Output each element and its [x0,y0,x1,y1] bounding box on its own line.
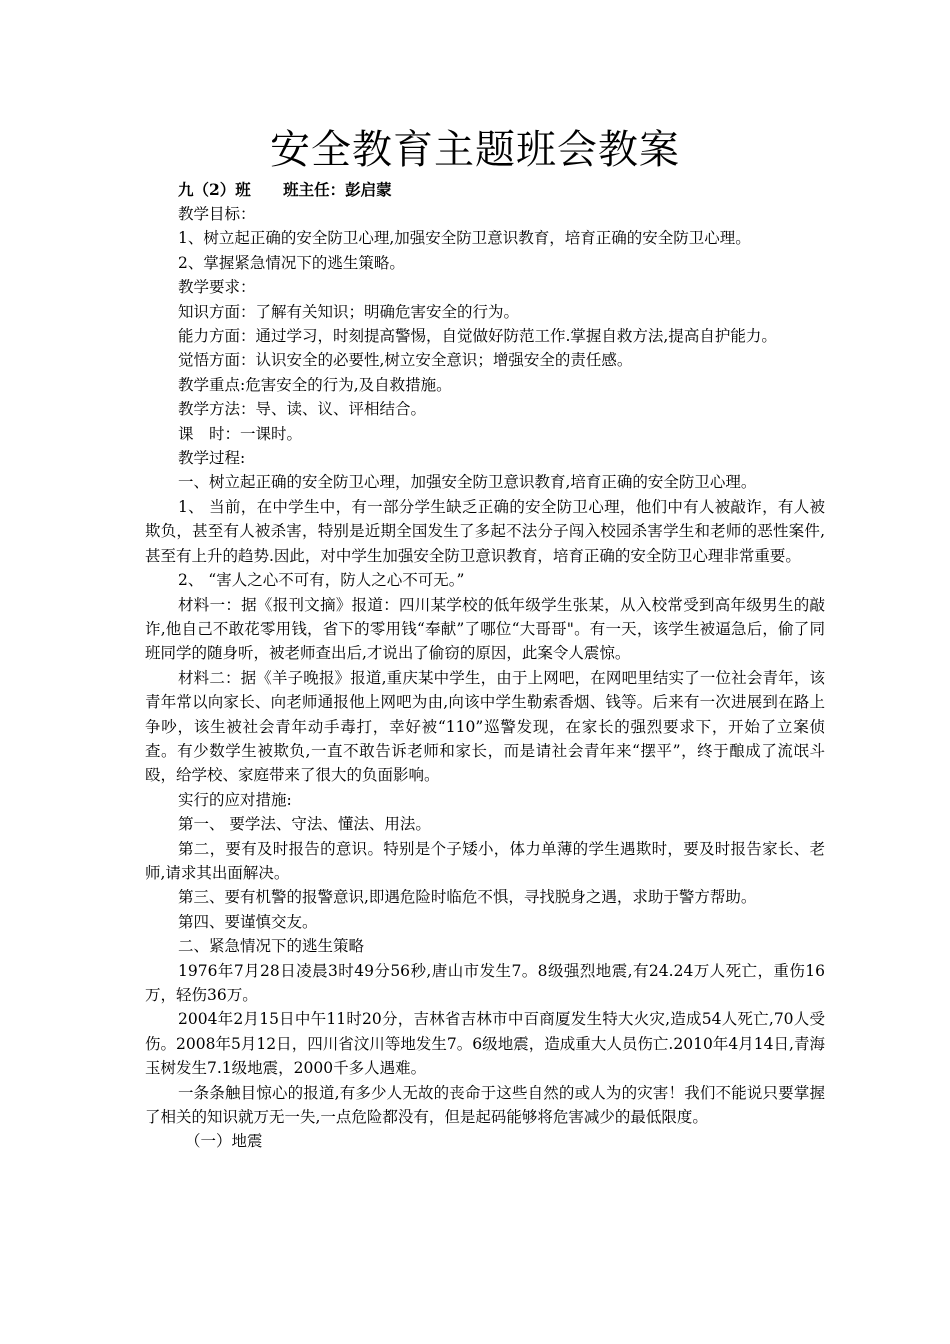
paragraph: （一）地震 [185,1132,263,1151]
paragraph: 第一、 要学法、守法、懂法、用法。 [178,815,431,834]
paragraph: 觉悟方面：认识安全的必要性,树立安全意识；增强安全的责任感。 [178,351,633,370]
paragraph: 1、 当前，在中学生中，有一部分学生缺乏正确的安全防卫心理，他们中有人被敲诈，有人被欺负，甚至有人被杀害，特别是近期全国发生了多起不法分子闯入校园杀害学生和老师的恶性案件,甚至有上升的趋势.因此，对中学生加强安全防卫意识教育，培育正确的安全防卫心理非常重要。 [145,497,825,565]
paragraph: 材料二：据《羊子晚报》报道,重庆某中学生，由于上网吧，在网吧里结实了一位社会青年，该青年常以向家长、向老师通报他上网吧为由,向该中学生勒索香烟、钱等。后来有一次进展到在路上争吵，该生被社会青年动手毒打，幸好被“110”巡警发现，在家长的强烈要求下，开始了立案侦查。有少数学生被欺负,一直不敢告诉老师和家长，而是请社会青年来“摆平”，终于酿成了流氓斗殴，给学校、家庭带来了很大的负面影响。 [145,668,825,785]
paragraph: 二、紧急情况下的逃生策略 [178,937,365,956]
document-body [145,202,825,1154]
paragraph: 教学重点:危害安全的行为,及自救措施。 [178,375,452,394]
paragraph: 2、 “害人之心不可有，防人之心不可无。” [178,571,465,590]
paragraph: 第二，要有及时报告的意识。特别是个子矮小，体力单薄的学生遇欺时，要及时报告家长、老师,请求其出面解决。 [145,839,825,882]
paragraph: 第三、要有机警的报警意识,即遇危险时临危不惧，寻找脱身之遇，求助于警方帮助。 [178,888,757,907]
paragraph: 实行的应对措施: [178,790,292,809]
paragraph: 1、树立起正确的安全防卫心理,加强安全防卫意识教育，培育正确的安全防卫心理。 [178,229,751,248]
paragraph: 课 时：一课时。 [178,424,303,443]
class-teacher-line: 九（2）班 班主任：彭启蒙 [178,180,392,199]
document-title: 安全教育主题班会教案 [270,127,680,173]
paragraph: 教学要求： [178,278,256,297]
paragraph: 一、树立起正确的安全防卫心理，加强安全防卫意识教育,培育正确的安全防卫心理。 [178,473,757,492]
paragraph: 2、掌握紧急情况下的逃生策略。 [178,253,405,272]
paragraph: 知识方面：了解有关知识；明确危害安全的行为。 [178,302,520,321]
paragraph: 1976年7月28日凌晨3时49分56秒,唐山市发生7。8级强烈地震,有24.24万人死亡，重伤16万，轻伤36万。 [145,961,825,1004]
paragraph: 教学目标： [178,205,256,223]
paragraph: 教学过程: [178,449,246,468]
paragraph: 一条条触目惊心的报道,有多少人无故的丧命于这些自然的或人为的灾害！我们不能说只要掌握了相关的知识就万无一失,一点危险都没有，但是起码能够将危害减少的最低限度。 [145,1083,825,1127]
paragraph: 2004年2月15日中午11时20分，吉林省吉林市中百商厦发生特大火灾,造成54人死亡,70人受伤。2008年5月12日，四川省汶川等地发生7。6级地震，造成重大人员伤亡.2010年4月14日,青海玉树发生7.1级地震，2000千多人遇难。 [145,1010,825,1078]
paragraph: 能力方面：通过学习，时刻提高警惕，自觉做好防范工作.掌握自救方法,提高自护能力。 [178,327,777,346]
paragraph: 教学方法：导、读、议、评相结合。 [178,400,427,419]
paragraph: 第四、要谨慎交友。 [178,912,318,931]
paragraph: 材料一：据《报刊文摘》报道：四川某学校的低年级学生张某，从入校常受到高年级男生的敲诈,他自己不敢花零用钱，省下的零用钱“奉献”了哪位“大哥哥"。有一天，该学生被逼急后，偷了同班同学的随身听，被老师查出后,才说出了偷窃的原因，此案令人震惊。 [145,595,825,663]
